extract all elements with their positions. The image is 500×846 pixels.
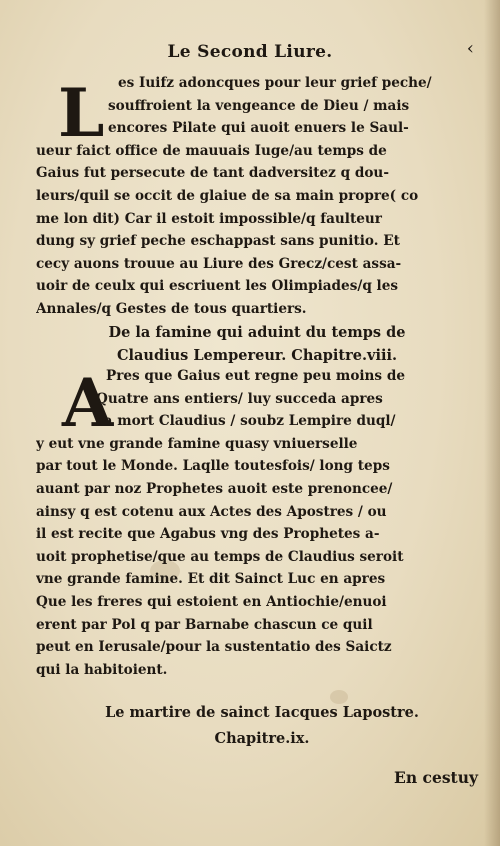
drop-cap-initial-l: L	[58, 74, 105, 152]
text-line: ainsy q est cotenu aux Actes des Apostres / ou	[36, 503, 387, 520]
chapter-heading-line-2: Claudius Lempereur. Chapitre.viii.	[116, 346, 398, 364]
text-line: ueur faict office de mauuais Iuge/au temps de	[36, 142, 387, 159]
text-line: sa mort Claudius / soubz Lempire duql/	[96, 413, 396, 430]
text-line: erent par Pol q par Barnabe chascun ce quil	[36, 616, 373, 633]
paragraph-1	[36, 72, 478, 321]
text-line: uoit prophetise/que au temps de Claudius seroit	[36, 548, 404, 565]
text-line: vne grande famine. Et dit Sainct Luc en apres	[36, 571, 386, 588]
text-line: encores Pilate qui auoit enuers le Saul-	[108, 120, 409, 137]
text-line: Gaius fut persecute de tant dadversitez q dou-	[36, 165, 389, 182]
text-line: leurs/quil se occit de glaiue de sa main propre( co	[36, 187, 419, 204]
text-line: souffroient la vengeance de Dieu / mais	[108, 97, 410, 114]
chapter-heading	[36, 322, 478, 367]
next-chapter-number: Chapitre.ix.	[214, 730, 310, 747]
page-mark: ‹	[466, 38, 474, 59]
text-line: Quatre ans entiers/ luy succeda apres	[96, 390, 383, 407]
drop-cap-initial-a: A	[62, 364, 114, 442]
text-line: me lon dit) Car il estoit impossible/q faulteur	[36, 210, 382, 227]
text-line: Pres que Gaius eut regne peu moins de	[106, 368, 405, 384]
next-chapter-heading	[42, 700, 482, 752]
running-head: Le Second Liure.	[167, 42, 333, 62]
text-line: il est recite que Agabus vng des Prophetes a-	[36, 526, 380, 543]
catchword: En cestuy	[394, 768, 478, 787]
text-line: es Iuifz adoncques pour leur grief peche/	[118, 75, 432, 91]
text-line: qui la habitoient.	[36, 661, 168, 678]
text-line: cecy auons trouue au Liure des Grecz/cest assa-	[36, 255, 402, 272]
text-line: dung sy grief peche eschappast sans punitio. Et	[36, 233, 400, 250]
page-edge-shadow	[484, 0, 500, 846]
next-chapter-title: Le martire de sainct Iacques Lapostre.	[105, 704, 419, 721]
text-line: Que les freres qui estoient en Antiochie/enuoi	[36, 593, 387, 610]
text-line: par tout le Monde. Laqlle toutesfois/ long teps	[36, 458, 390, 475]
text-line: auant par noz Prophetes auoit este prenoncee/	[36, 480, 393, 497]
paragraph-2	[36, 365, 478, 681]
text-line: peut en Ierusale/pour la sustentatio des Saictz	[36, 639, 392, 656]
text-line: y eut vne grande famine quasy vniuerselle	[36, 435, 358, 452]
text-line: Annales/q Gestes de tous quartiers.	[36, 300, 307, 317]
chapter-heading-line-1: De la famine qui aduint du temps de	[108, 324, 406, 341]
text-line: uoir de ceulx qui escriuent les Olimpiades/q les	[36, 278, 399, 295]
